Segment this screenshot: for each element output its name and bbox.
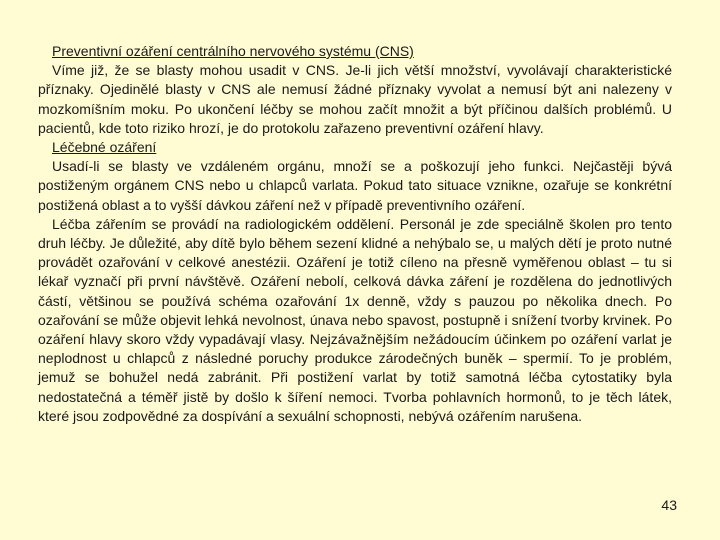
section-heading-therapeutic-irradiation: Léčebné ozáření [52,139,157,156]
paragraph-preventive-irradiation: Víme již, že se blasty mohou usadit v CNS. Je-li jich větší množství, vyvolávají charakteristické příznaky. Ojedinělé blasty v CNS ale nemusí žádné příznaky vyvolat a nemusí být ani nalezeny v mozkomíšním moku. Po ukončení léčby se mohou začít množit a být příčinou dalších problémů. U pacientů, kde toto riziko hrozí, je do protokolu zařazeno preventivní ozáření hlavy. [38,62,672,136]
section-heading-preventive-irradiation: Preventivní ozáření centrálního nervového systému (CNS) [52,43,414,59]
document-body [38,42,672,426]
paragraph-therapeutic-irradiation: Usadí-li se blasty ve vzdáleném orgánu, množí se a poškozují jeho funkci. Nejčastěji bývá postiženým orgánem CNS nebo u chlapců varlata. Pokud tato situace vznikne, ozařuje se konkrétní postižená oblast a to vyšší dávkou záření než v případě preventivního ozáření. [38,158,672,213]
paragraph-radiation-treatment: Léčba zářením se provádí na radiologickém oddělení. Personál je zde speciálně školen pro tento druh léčby. Je důležité, aby dítě bylo během sezení klidné a nehýbalo se, u malých dětí je proto nutné provádět ozařování v celkové anestézii. Ozáření je totiž cíleno na přesně vyměřenou oblast – tu si lékař vyznačí při první návštěvě. Ozáření nebolí, celková dávka záření je rozdělena do jednotlivých částí, většinou se používá schéma ozařování 1x denně, vždy s pauzou po několika dnech. Po ozařování se může objevit lehká nevolnost, únava nebo spavost, postupně i snížení tvorby krvinek. Po ozáření hlavy skoro vždy vypadávají vlasy. Nejzávažnějším nežádoucím účinkem po ozáření varlat je neplodnost u chlapců z následné poruchy produkce zárodečných buněk – spermií. To je problém, jemuž se bohužel nedá zabránit. Při postižení varlat by totiž samotná léčba cytostatiky byla nedostatečná a téměř jistě by došlo k šíření nemoci. Tvorba pohlavních hormonů, to je těch látek, které jsou zodpovědné za dospívání a sexuální schopnosti, nebývá ozářením narušena. [38,215,672,424]
page-number: 43 [661,497,677,513]
